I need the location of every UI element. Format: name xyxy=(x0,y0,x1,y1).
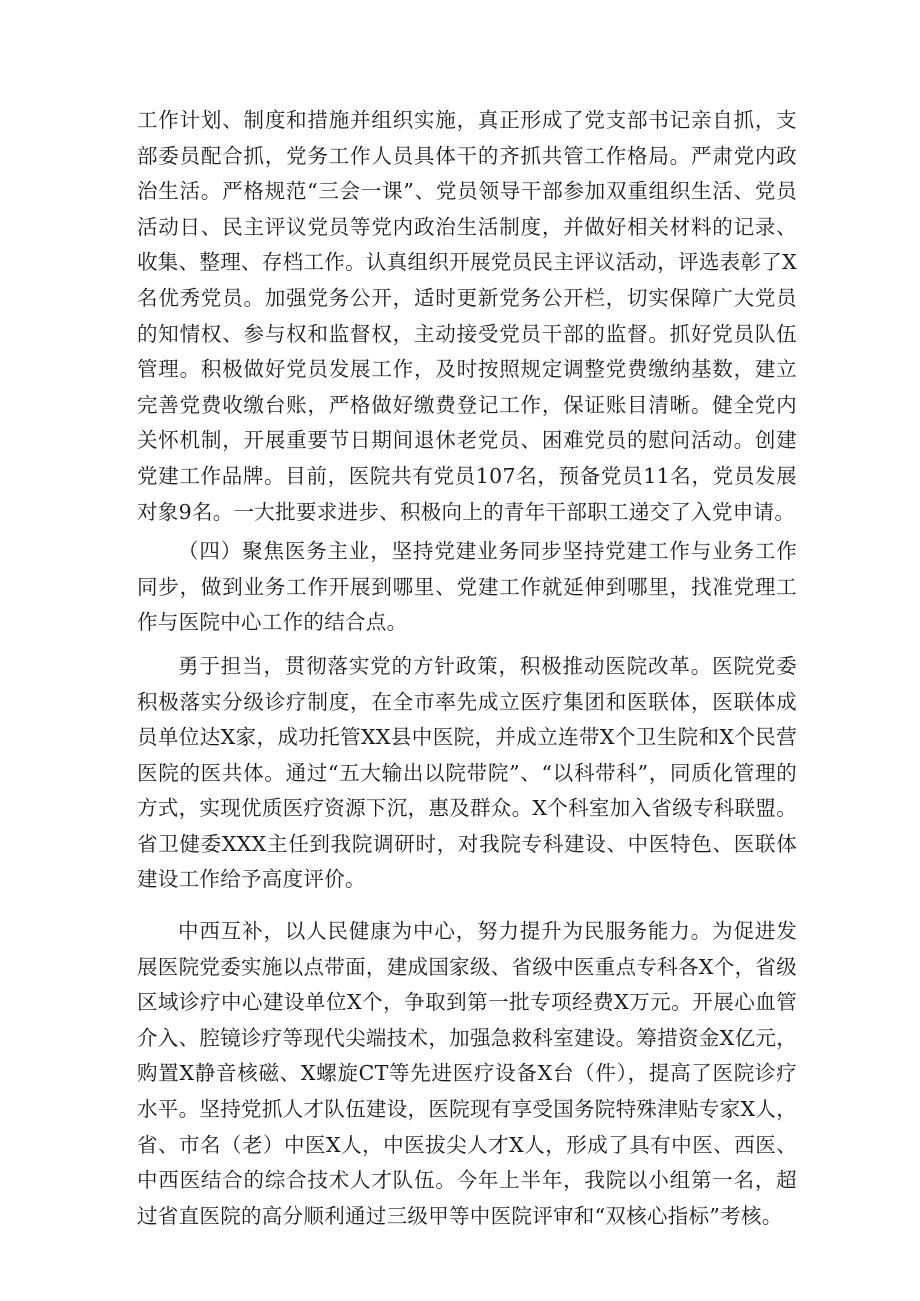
paragraph-party-building: 工作计划、制度和措施并组织实施，真正形成了党支部书记亲自抓，支部委员配合抓，党务工作人员具体干的齐抓共管工作格局。严肃党内政治生活。严格规范“三会一课”、党员领导干部参加双重组织生活、党员活动日、民主评议党员等党内政治生活制度，并做好相关材料的记录、收集、整理、存档工作。认真组织开展党员民主评议活动，评选表彰了X名优秀党员。加强党务公开，适时更新党务公开栏，切实保障广大党员的知情权、参与权和监督权，主动接受党员干部的监督。抓好党员队伍管理。积极做好党员发展工作，及时按照规定调整党费缴纳基数，建立完善党费收缴台账，严格做好缴费登记工作，保证账目清晰。健全党内关怀机制，开展重要节日期间退休老党员、困难党员的慰问活动。创建党建工作品牌。目前，医院共有党员107名，预备党员11名，党员发展对象9名。一大批要求进步、积极向上的青年干部职工递交了入党申请。 xyxy=(137,108,797,524)
document-body xyxy=(137,103,797,1234)
paragraph-section-four-heading: （四）聚焦医务主业，坚持党建业务同步坚持党建工作与业务工作同步，做到业务工作开展到哪里、党建工作就延伸到哪里，找准党理工作与医院中心工作的结合点。 xyxy=(137,539,797,635)
paragraph-medical-service: 中西互补，以人民健康为中心，努力提升为民服务能力。为促进发展医院党委实施以点带面，建成国家级、省级中医重点专科各X个，省级区域诊疗中心建设单位X个，争取到第一批专项经费X万元。开展心血管介入、腔镜诊疗等现代尖端技术，加强急救科室建设。筹措资金X亿元，购置X静音核磁、X螺旋CT等先进医疗设备X台（件），提高了医院诊疗水平。坚持党抓人才队伍建设，医院现有享受国务院特殊津贴专家X人，省、市名（老）中医X人，中医拔尖人才X人，形成了具有中医、西医、中西医结合的综合技术人才队伍。今年上半年，我院以小组第一名，超过省直医院的高分顺利通过三级甲等中医院评审和“双核心指标”考核。 xyxy=(137,919,797,1228)
paragraph-hospital-reform: 勇于担当，贯彻落实党的方针政策，积极推动医院改革。医院党委积极落实分级诊疗制度，在全市率先成立医疗集团和医联体，医联体成员单位达X家，成功托管XX县中医院，并成立连带X个卫生院和X个民营医院的医共体。通过“五大输出以院带院”、“以科带科”，同质化管理的方式，实现优质医疗资源下沉，惠及群众。X个科室加入省级专科联盟。省卫健委XXX主任到我院调研时，对我院专科建设、中医特色、医联体建设工作给予高度评价。 xyxy=(137,653,797,892)
